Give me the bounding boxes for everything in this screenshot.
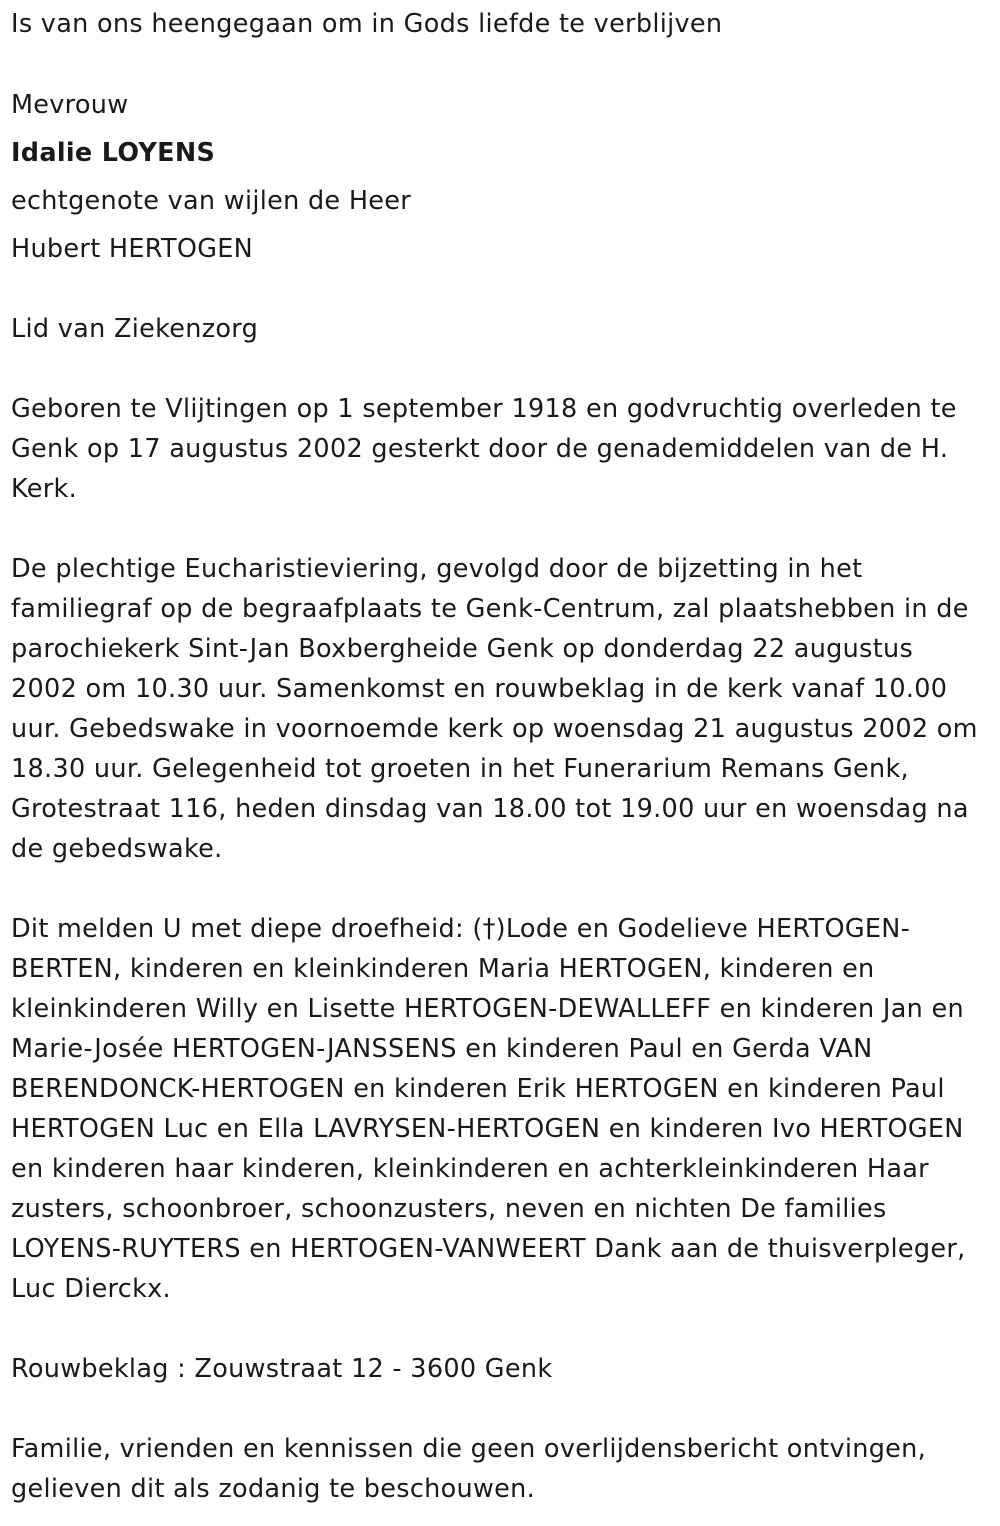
condolence-address: Rouwbeklag : Zouwstraat 12 - 3600 Genk (11, 1354, 553, 1384)
family-line: LOYENS-RUYTERS en HERTOGEN-VANWEERT Dank aan de thuisverpleger, (11, 1234, 966, 1264)
intro-text: Is van ons heengegaan om in Gods liefde te verblijven (11, 9, 723, 39)
family-line: en kinderen haar kinderen, kleinkinderen en achterkleinkinderen Haar (11, 1154, 929, 1184)
family-line: zusters, schoonbroer, schoonzusters, neven en nichten De families (11, 1194, 887, 1224)
ceremony-line: familiegraf op de begraafplaats te Genk-Centrum, zal plaatshebben in de (11, 594, 969, 624)
birth-death-line: Genk op 17 augustus 2002 gesterkt door de genademiddelen van de H. (11, 434, 949, 464)
deceased-name: Idalie LOYENS (11, 138, 216, 168)
family-line: HERTOGEN Luc en Ella LAVRYSEN-HERTOGEN en kinderen Ivo HERTOGEN (11, 1114, 964, 1144)
ceremony-line: uur. Gebedswake in voornoemde kerk op woensdag 21 augustus 2002 om (11, 714, 978, 744)
membership: Lid van Ziekenzorg (11, 314, 259, 344)
ceremony-line: 2002 om 10.30 uur. Samenkomst en rouwbeklag in de kerk vanaf 10.00 (11, 674, 948, 704)
ceremony-line: parochiekerk Sint-Jan Boxbergheide Genk op donderdag 22 augustus (11, 634, 914, 664)
ceremony-line: 18.30 uur. Gelegenheid tot groeten in het Funerarium Remans Genk, (11, 754, 909, 784)
family-line: BERTEN, kinderen en kleinkinderen Maria HERTOGEN, kinderen en (11, 954, 875, 984)
family-line: Dit melden U met diepe droefheid: (†)Lode en Godelieve HERTOGEN- (11, 914, 911, 944)
family-line: Marie-Josée HERTOGEN-JANSSENS en kinderen Paul en Gerda VAN (11, 1034, 873, 1064)
spouse-line-1: echtgenote van wijlen de Heer (11, 186, 412, 216)
family-line: BERENDONCK-HERTOGEN en kinderen Erik HERTOGEN en kinderen Paul (11, 1074, 945, 1104)
closing-line: gelieven dit als zodanig te beschouwen. (11, 1474, 536, 1504)
family-line: Luc Dierckx. (11, 1274, 171, 1304)
spouse-line-2: Hubert HERTOGEN (11, 234, 254, 264)
family-line: kleinkinderen Willy en Lisette HERTOGEN-DEWALLEFF en kinderen Jan en (11, 994, 964, 1024)
ceremony-line: de gebedswake. (11, 834, 223, 864)
ceremony-line: Grotestraat 116, heden dinsdag van 18.00 tot 19.00 uur en woensdag na (11, 794, 969, 824)
birth-death-line: Kerk. (11, 474, 77, 504)
salutation: Mevrouw (11, 90, 129, 120)
birth-death-line: Geboren te Vlijtingen op 1 september 1918 en godvruchtig overleden te (11, 394, 957, 424)
ceremony-line: De plechtige Eucharistieviering, gevolgd door de bijzetting in het (11, 554, 863, 584)
closing-line: Familie, vrienden en kennissen die geen overlijdensbericht ontvingen, (11, 1434, 927, 1464)
